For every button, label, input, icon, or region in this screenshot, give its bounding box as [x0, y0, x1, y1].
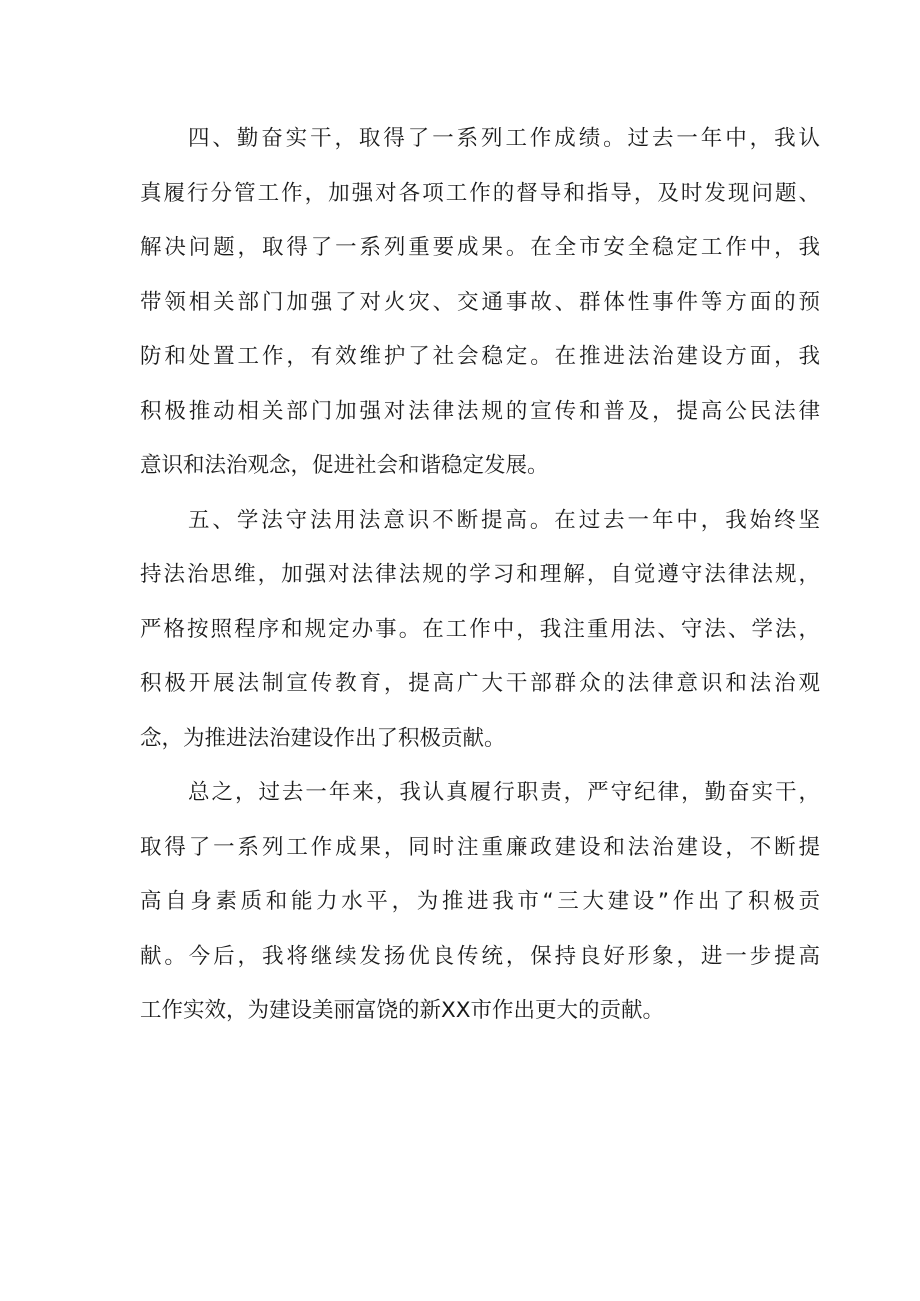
paragraph-line: 防和处置工作，有效维护了社会稳定。在推进法治建设方面，我	[140, 344, 820, 369]
paragraph-line: 五、学法守法用法意识不断提高。在过去一年中，我始终坚	[188, 507, 820, 533]
paragraph-line: 念，为推进法治建设作出了积极贡献。	[140, 725, 506, 751]
document-body	[140, 112, 820, 1039]
paragraph-line: 高自身素质和能力水平，为推进我市“三大建设”作出了积极贡	[140, 889, 820, 914]
paragraph-line: 四、勤奋实干，取得了一系列工作成绩。过去一年中，我认	[188, 126, 820, 151]
paragraph-line: 献。今后，我将继续发扬优良传统，保持良好形象，进一步提高	[140, 943, 820, 969]
paragraph-section-five	[140, 494, 820, 767]
paragraph-line: 带领相关部门加强了对火灾、交通事故、群体性事件等方面的预	[140, 289, 820, 315]
paragraph-line: 取得了一系列工作成果，同时注重廉政建设和法治建设，不断提	[140, 834, 820, 860]
paragraph-line: 总之，过去一年来，我认真履行职责，严守纪律，勤奋实干，	[188, 780, 820, 805]
paragraph-section-four	[140, 112, 820, 494]
paragraph-line: 积极推动相关部门加强对法律法规的宣传和普及，提高公民法律	[140, 398, 820, 424]
paragraph-line: 严格按照程序和规定办事。在工作中，我注重用法、守法、学法，	[140, 616, 820, 642]
paragraph-line: 持法治思维，加强对法律法规的学习和理解，自觉遵守法律法规，	[140, 562, 820, 587]
paragraph-summary	[140, 766, 820, 1039]
paragraph-line: 积极开展法制宣传教育，提高广大干部群众的法律意识和法治观	[140, 671, 820, 696]
paragraph-line: 解决问题，取得了一系列重要成果。在全市安全稳定工作中，我	[140, 235, 820, 260]
paragraph-line: 真履行分管工作，加强对各项工作的督导和指导，及时发现问题、	[140, 180, 820, 206]
paragraph-line: 意识和法治观念，促进社会和谐稳定发展。	[140, 453, 549, 478]
paragraph-line: 工作实效，为建设美丽富饶的新XX市作出更大的贡献。	[140, 998, 664, 1023]
